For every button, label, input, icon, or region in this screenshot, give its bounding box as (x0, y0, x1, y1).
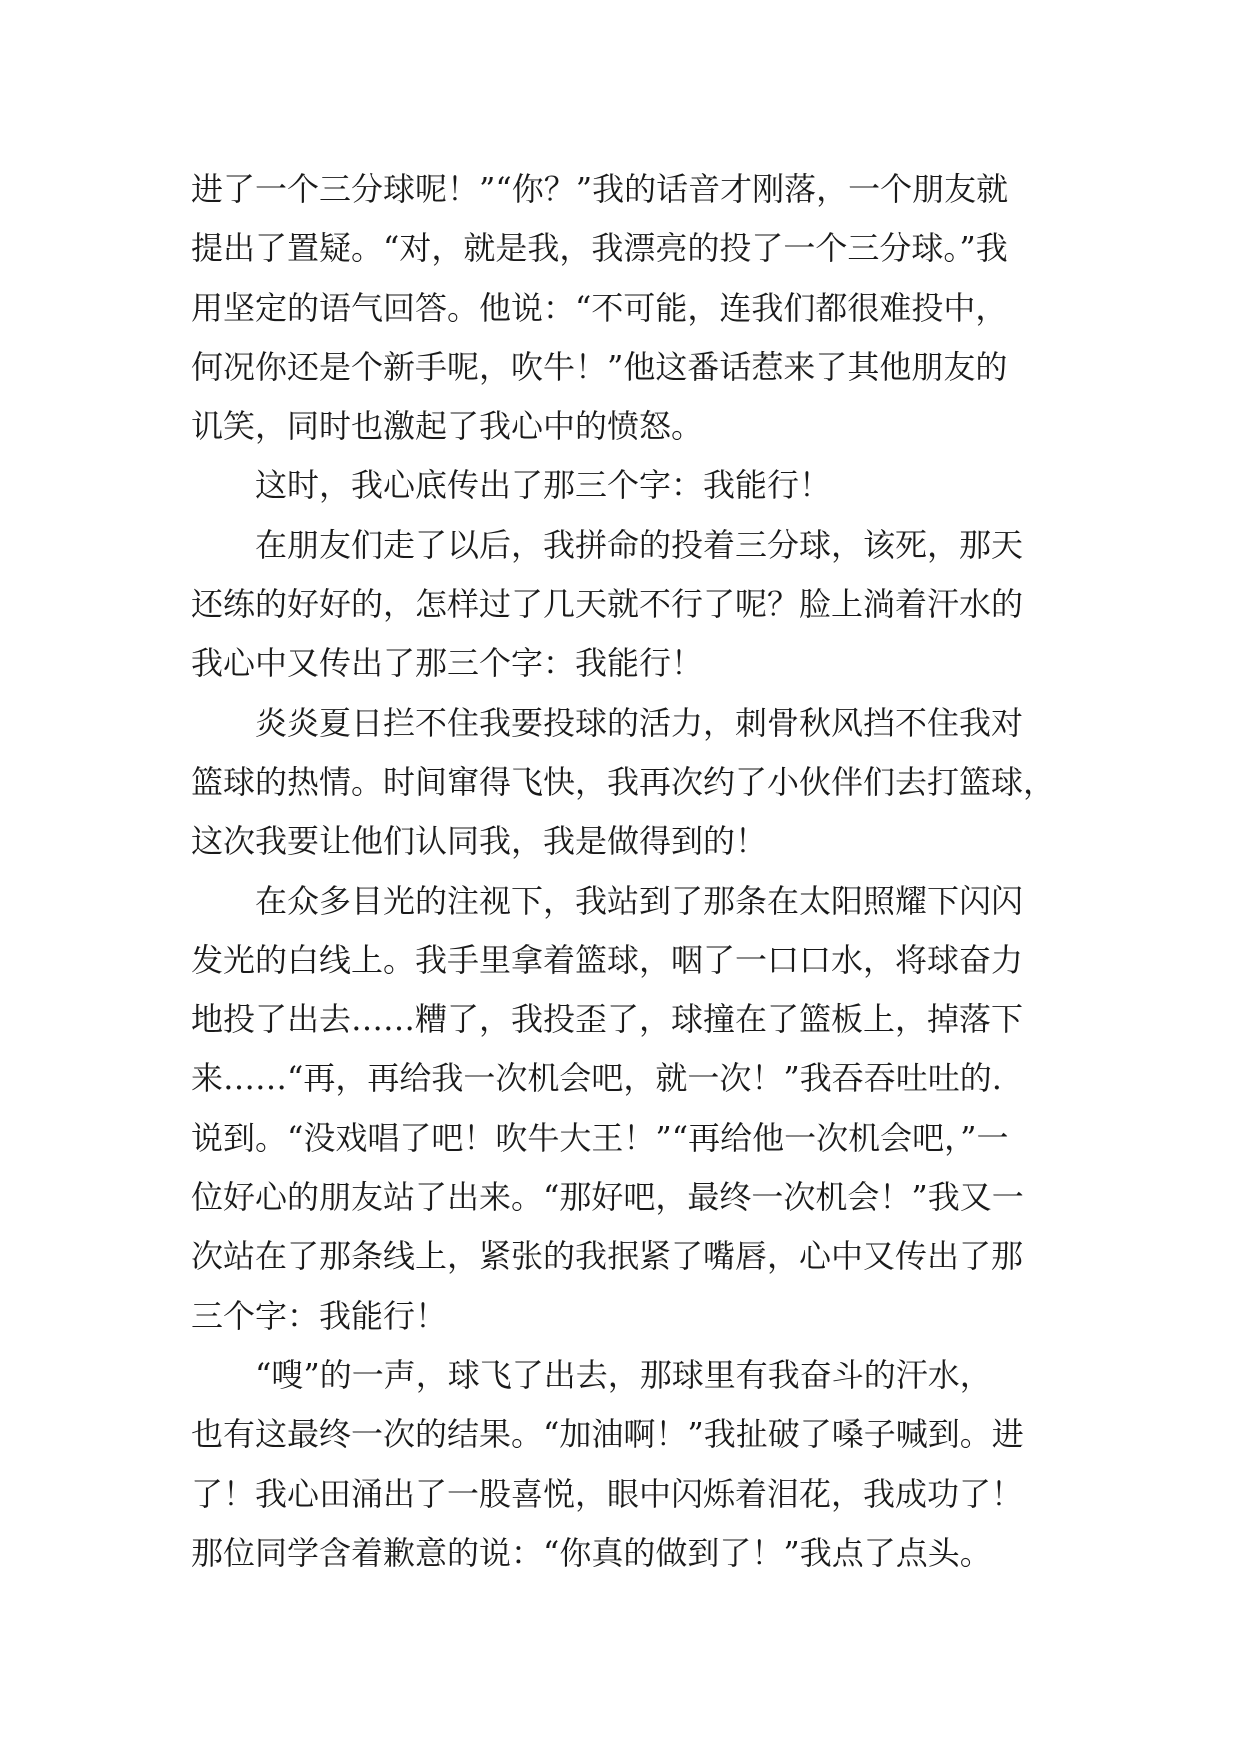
text-line: 说到。“没戏唱了吧！吹牛大王！”“再给他一次机会吧，”一 (191, 1118, 1009, 1157)
text-line: 地投了出去……糟了，我投歪了，球撞在了篮板上，掉落下 (191, 1000, 1024, 1039)
essay-text (191, 160, 1091, 1583)
text-line: 三个字：我能行！ (191, 1296, 448, 1335)
text-line: 进了一个三分球呢！”“你？”我的话音才刚落，一个朋友就 (191, 170, 1009, 208)
text-line: 提出了置疑。“对，就是我，我漂亮的投了一个三分球。”我 (191, 229, 1008, 268)
text-line: “嗖”的一声，球飞了出去，那球里有我奋斗的汗水， (255, 1355, 992, 1394)
text-line: 也有这最终一次的结果。“加油啊！”我扯破了嗓子喊到。进 (191, 1415, 1024, 1454)
text-line: 位好心的朋友站了出来。“那好吧，最终一次机会！”我又一 (191, 1178, 1024, 1217)
text-line: 何况你还是个新手呢，吹牛！”他这番话惹来了其他朋友的 (191, 347, 1008, 386)
text-line: 了！我心田涌出了一股喜悦，眼中闪烁着泪花，我成功了！ (191, 1474, 1024, 1513)
text-line: 用坚定的语气回答。他说：“不可能，连我们都很难投中， (191, 288, 1008, 327)
text-line: 讥笑，同时也激起了我心中的愤怒。 (191, 407, 704, 446)
text-line: 在众多目光的注视下，我站到了那条在太阳照耀下闪闪 (255, 881, 1024, 920)
text-line: 发光的白线上。我手里拿着篮球，咽了一口口水，将球奋力 (191, 940, 1024, 979)
text-line: 次站在了那条线上，紧张的我抿紧了嘴唇，心中又传出了那 (191, 1237, 1024, 1276)
text-line: 篮球的热情。时间窜得飞快，我再次约了小伙伴们去打篮球， (191, 762, 1056, 801)
text-line: 还练的好好的，怎样过了几天就不行了呢？脸上淌着汗水的 (191, 585, 1024, 624)
text-line: 这时，我心底传出了那三个字：我能行！ (255, 466, 832, 505)
text-line: 这次我要让他们认同我，我是做得到的！ (191, 822, 768, 861)
text-line: 炎炎夏日拦不住我要投球的活力，刺骨秋风挡不住我对 (255, 703, 1024, 742)
text-line: 在朋友们走了以后，我拼命的投着三分球，该死，那天 (255, 525, 1024, 564)
text-line: 来……“再，再给我一次机会吧，就一次！”我吞吞吐吐的. (191, 1059, 1002, 1098)
text-line: 那位同学含着歉意的说：“你真的做到了！”我点了点头。 (191, 1533, 992, 1572)
text-line: 我心中又传出了那三个字：我能行！ (191, 644, 704, 683)
